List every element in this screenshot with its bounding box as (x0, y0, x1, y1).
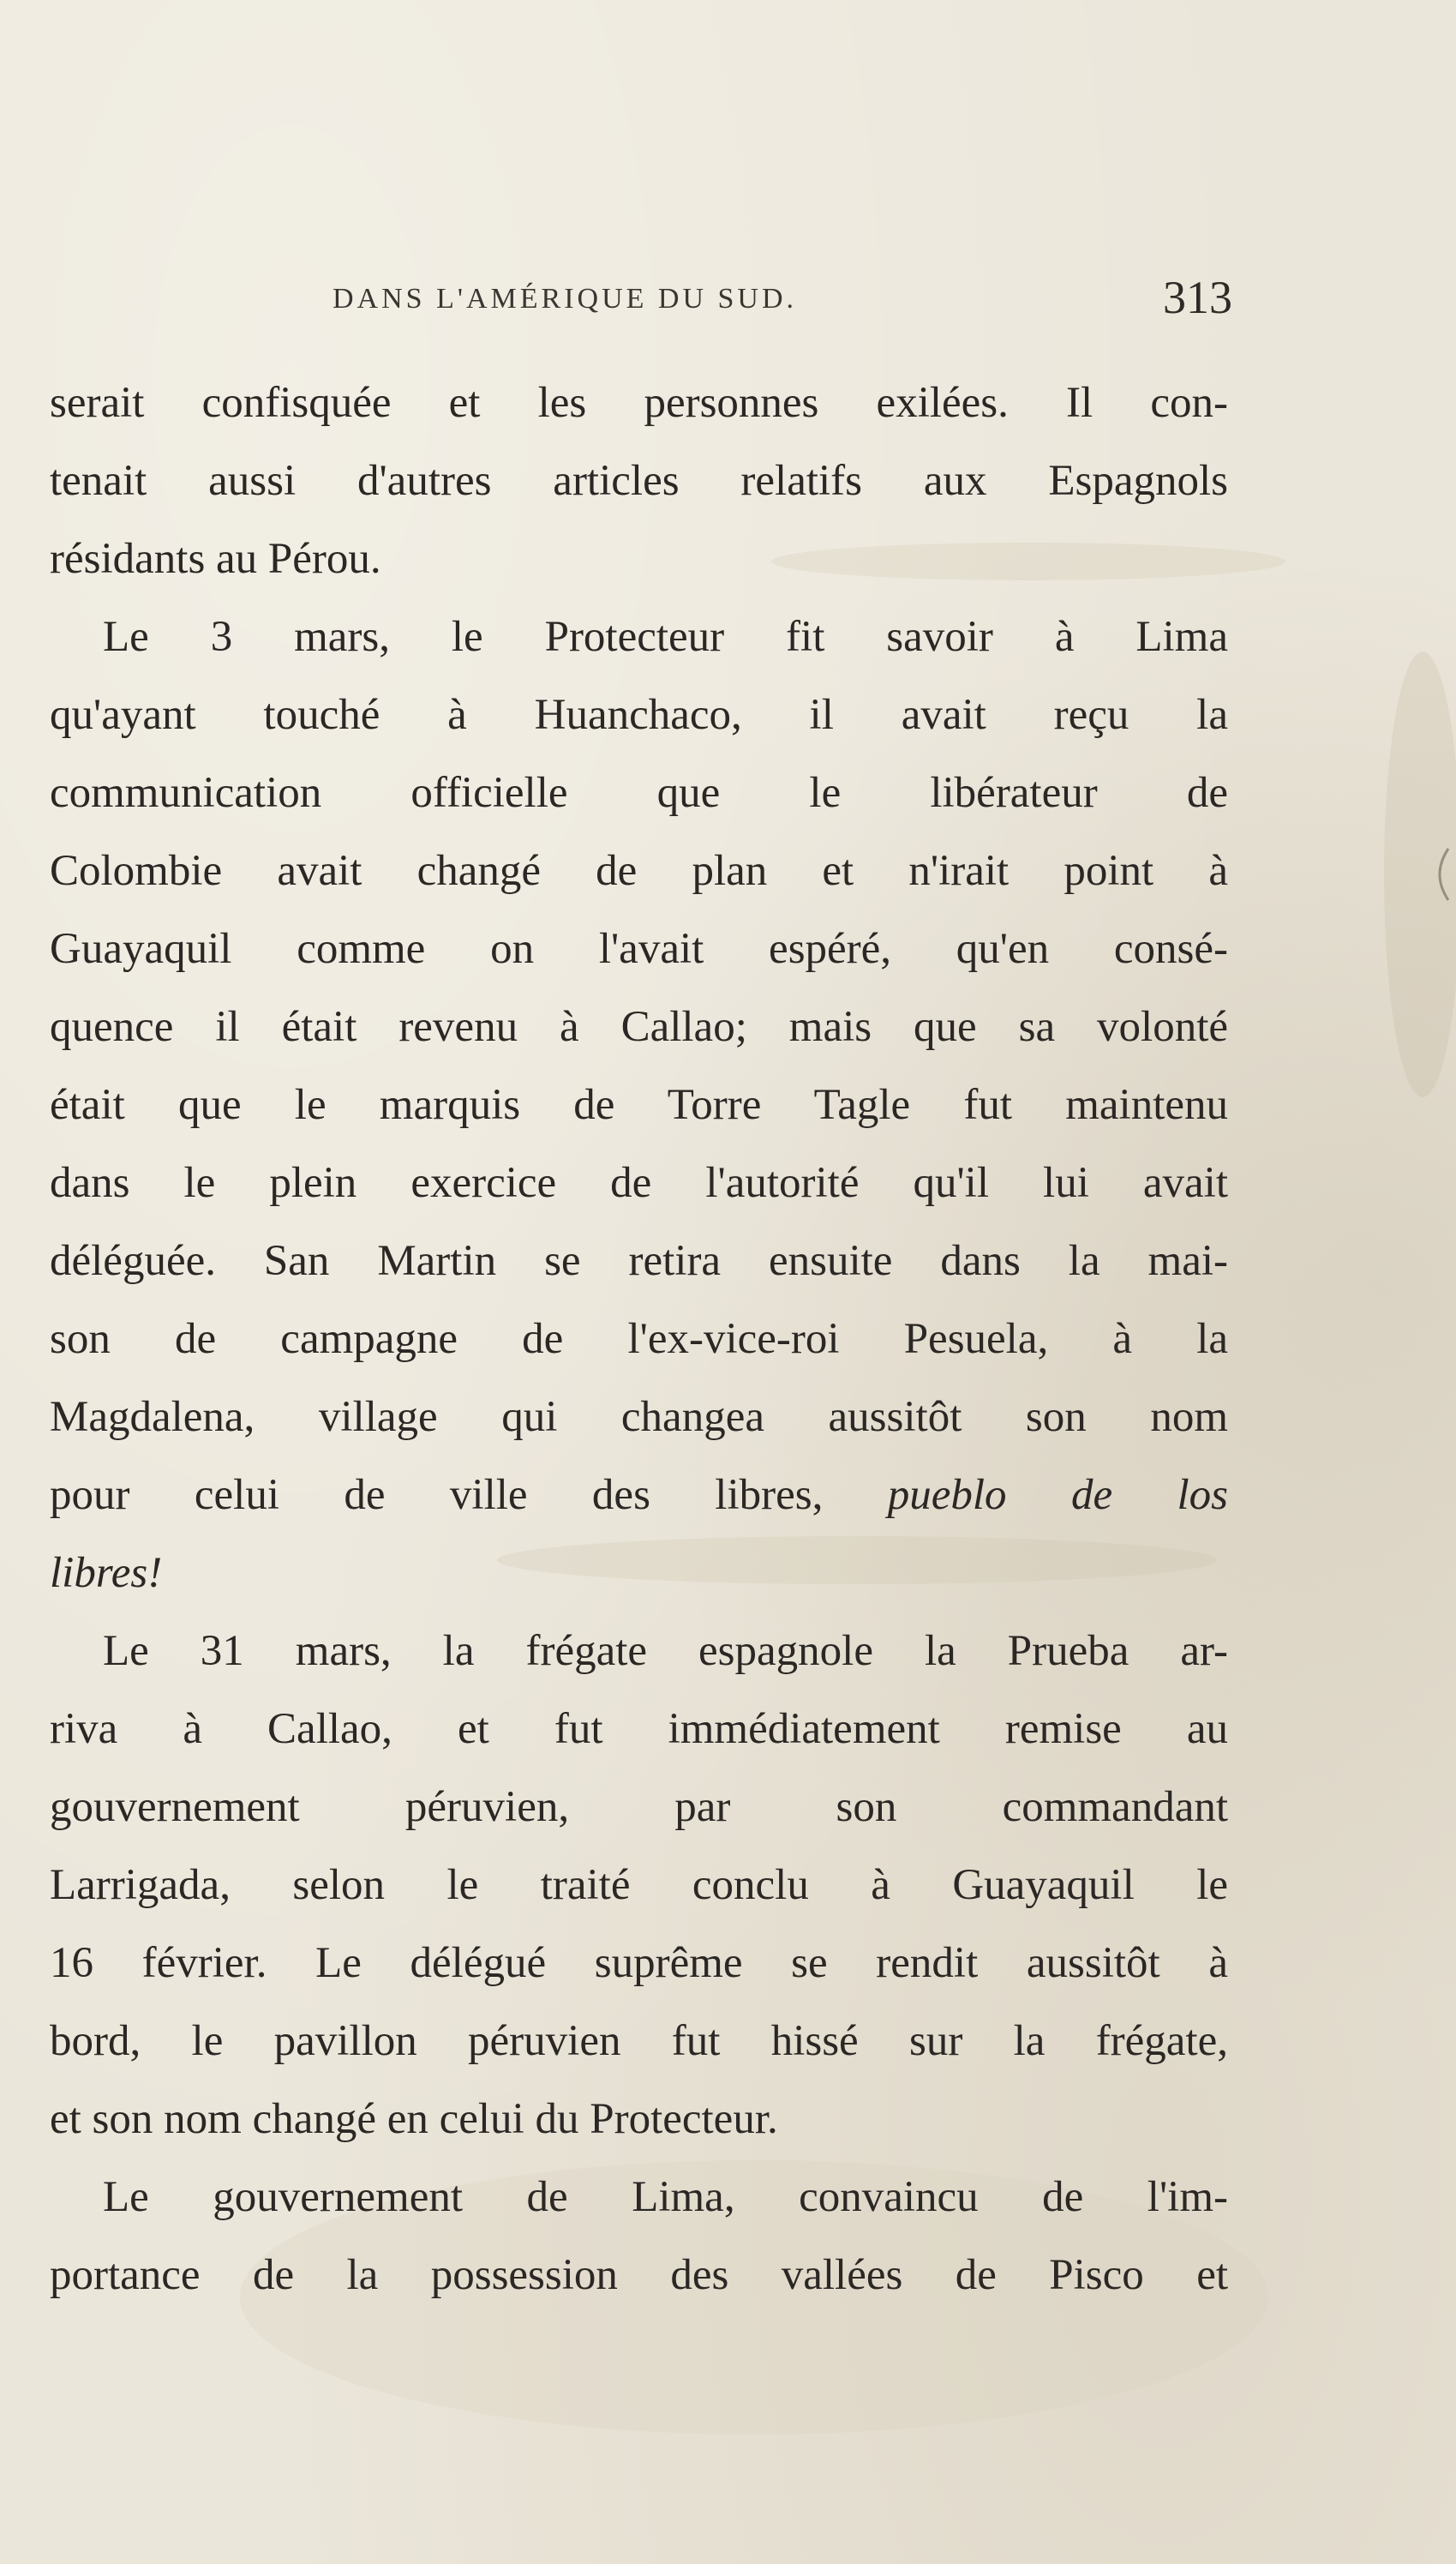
text-line: quence il était revenu à Callao; mais que sa volonté (50, 1003, 1228, 1051)
text-line: bord, le pavillon péruvien fut hissé sur la frégate, (50, 2017, 1228, 2065)
text-line: communication officielle que le libérateur de (50, 769, 1228, 817)
text-line: Le 3 mars, le Protecteur fit savoir à Lima (103, 613, 1228, 661)
page-number: 313 (1163, 272, 1232, 323)
text-line: Guayaquil comme on l'avait espéré, qu'en consé- (50, 925, 1228, 973)
text-line: qu'ayant touché à Huanchaco, il avait reçu la (50, 691, 1228, 739)
text-line: était que le marquis de Torre Tagle fut maintenu (50, 1081, 1228, 1129)
text-line: tenait aussi d'autres articles relatifs aux Espagnols (50, 457, 1228, 505)
text-line: Le gouvernement de Lima, convaincu de l'im- (103, 2173, 1228, 2221)
text-line: Colombie avait changé de plan et n'irait point à (50, 847, 1228, 895)
text-line: Larrigada, selon le traité conclu à Guayaquil le (50, 1861, 1228, 1909)
text-line-with-italic (50, 1456, 1228, 1534)
text-line: gouvernement péruvien, par son commandant (50, 1783, 1228, 1831)
text-line-italic (50, 1534, 1228, 1612)
text-fragment: pour celui de ville des libres, (50, 1471, 824, 1519)
text-line: Magdalena, village qui changea aussitôt son nom (50, 1393, 1228, 1441)
text-line: déléguée. San Martin se retira ensuite dans la mai- (50, 1237, 1228, 1285)
running-head (50, 272, 1241, 327)
text-line: riva à Callao, et fut immédiatement remise au (50, 1705, 1228, 1753)
text-line: et son nom changé en celui du Protecteur. (50, 2095, 778, 2143)
text-line: son de campagne de l'ex-vice-roi Pesuela, à la (50, 1315, 1228, 1363)
running-title: DANS L'AMÉRIQUE DU SUD. (333, 283, 798, 315)
text-line: portance de la possession des vallées de Pisco et (50, 2251, 1228, 2299)
italic-fragment: pueblo de los (887, 1471, 1228, 1519)
text-line: résidants au Pérou. (50, 535, 381, 583)
text-line: dans le plein exercice de l'autorité qu'il lui avait (50, 1159, 1228, 1207)
text-line: Le 31 mars, la frégate espagnole la Prueba ar- (103, 1627, 1228, 1675)
italic-fragment: libres! (50, 1549, 163, 1597)
body-text (50, 364, 1228, 2315)
text-line: serait confisquée et les personnes exilées. Il con- (50, 379, 1228, 427)
text-line: 16 février. Le délégué suprême se rendit aussitôt à (50, 1939, 1228, 1987)
